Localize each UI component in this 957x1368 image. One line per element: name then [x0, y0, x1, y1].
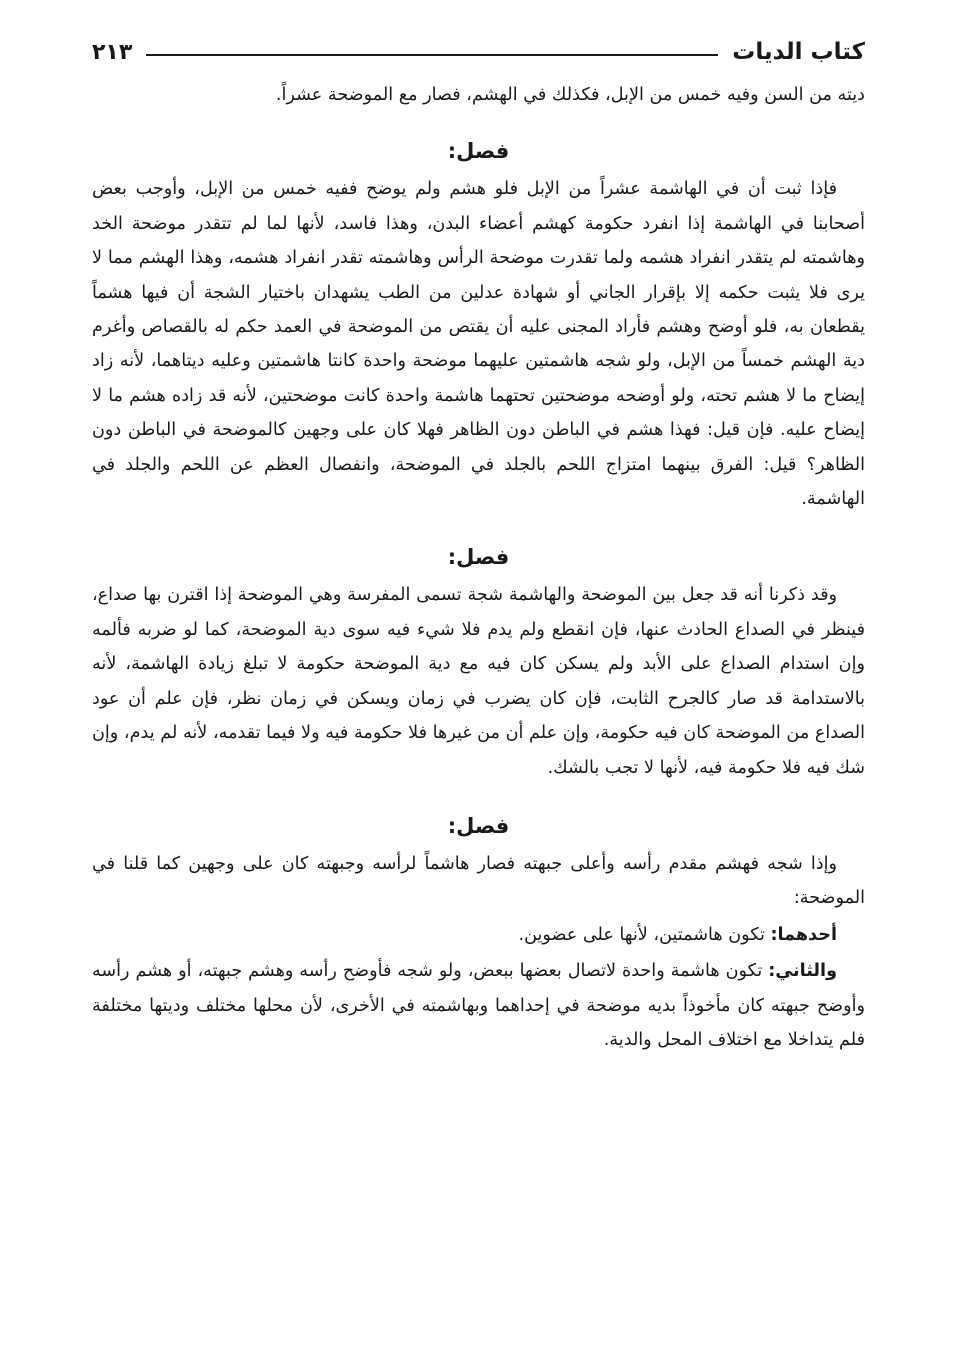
page-header — [92, 32, 865, 72]
list-item — [92, 918, 865, 952]
list-item — [92, 954, 865, 1057]
item-label: والثاني: — [768, 961, 838, 982]
section-paragraph: وقد ذكرنا أنه قد جعل بين الموضحة والهاشمة شجة تسمى المفرسة وهي الموضحة إذا اقترن بها صداع، فينظر في الصداع الحادث عنها، فإن انقطع ولم يدم فلا شيء فيه سوى دية الموضحة، كما لو ضربه فألمه وإن استدام الصداع على الأبد ولم يسكن كان فيه مع دية الموضحة حكومة لا تبلغ زيادة الهاشمة، لأنه بالاستدامة قد صار كالجرح الثابت، فإن كان يضرب في زمان ويسكن في زمان نظر، فإن علم أن عود الصداع من الموضحة كان فيه حكومة، وإن علم أن من غيرها فلا حكومة فيه ولا فيما تقدمه، لأنه لم يدم، وإن شك فيه فلا حكومة فيه، لأنها لا تجب بالشك. — [92, 585, 865, 778]
running-title: كتاب الديات — [732, 39, 865, 65]
header-rule — [146, 54, 718, 56]
section-heading: فصل: — [447, 139, 510, 164]
item-text: تكون هاشمة واحدة لاتصال بعضها ببعض، ولو شجه فأوضح رأسه وهشم جبهته، أو هشم رأسه وأوضح جبهته كان مأخوذاً بديه موضحة في إحداهما وبهاشمته في الأخرى، لأن محلها مختلف وديتها مختلفة فلم يتداخلا مع اختلاف المحل والدية. — [92, 961, 865, 1050]
intro-paragraph: ديته من السن وفيه خمس من الإبل، فكذلك في الهشم، فصار مع الموضحة عشراً. — [275, 85, 865, 105]
section-heading: فصل: — [447, 545, 510, 570]
section-heading: فصل: — [447, 813, 510, 838]
item-label: أحدهما: — [770, 924, 837, 945]
section-paragraph: فإذا ثبت أن في الهاشمة عشراً من الإبل فلو هشم ولم يوضح ففيه خمس من الإبل، وأوجب بعض أصحابنا في الهاشمة إذا انفرد حكومة كهشم أعضاء البدن، وهذا فاسد، لأنها لما لم تتقدر موضحة الخد وهاشمته لم يتقدر انفراد هشمه ولما تقدرت موضحة الرأس وهاشمته تقدر انفراد هشمه، وهذا الهشم مما لا يرى فلا يثبت حكمه إلا بإقرار الجاني أو شهادة عدلين من الطب يشهدان باختيار الشجة أن فيها هشماً يقطعان به، فلو أوضح وهشم فأراد المجنى عليه أن يقتص من الموضحة في العمد حكم له بالقصاص وأغرم دية الهشم خمساً من الإبل، ولو شجه هاشمتين عليهما موضحة واحدة كانتا هاشمتين وعليه ديتاهما، لأنه زاد إيضاح ما لا هشم تحته، ولو أوضحه موضحتين تحتهما هاشمة واحدة كانت موضحتين، لأنه قد زاده هشم ما لا إيضاح عليه. فإن قيل: فهذا هشم في الباطن دون الظاهر فهلا كان على وجهين كالموضحة في الباطن دون الظاهر؟ قيل: الفرق بينهما امتزاج اللحم بالجلد في الموضحة، وانفصال العظم عن اللحم والجلد في الهاشمة. — [92, 179, 865, 510]
section-paragraph: وإذا شجه فهشم مقدم رأسه وأعلى جبهته فصار هاشماً لرأسه وجبهته كان على وجهين كما قلنا في الموضحة: — [92, 853, 865, 909]
book-page — [92, 32, 865, 1348]
item-text: تكون هاشمتين، لأنها على عضوين. — [518, 924, 765, 945]
page-number: ٢١٣ — [92, 39, 133, 65]
